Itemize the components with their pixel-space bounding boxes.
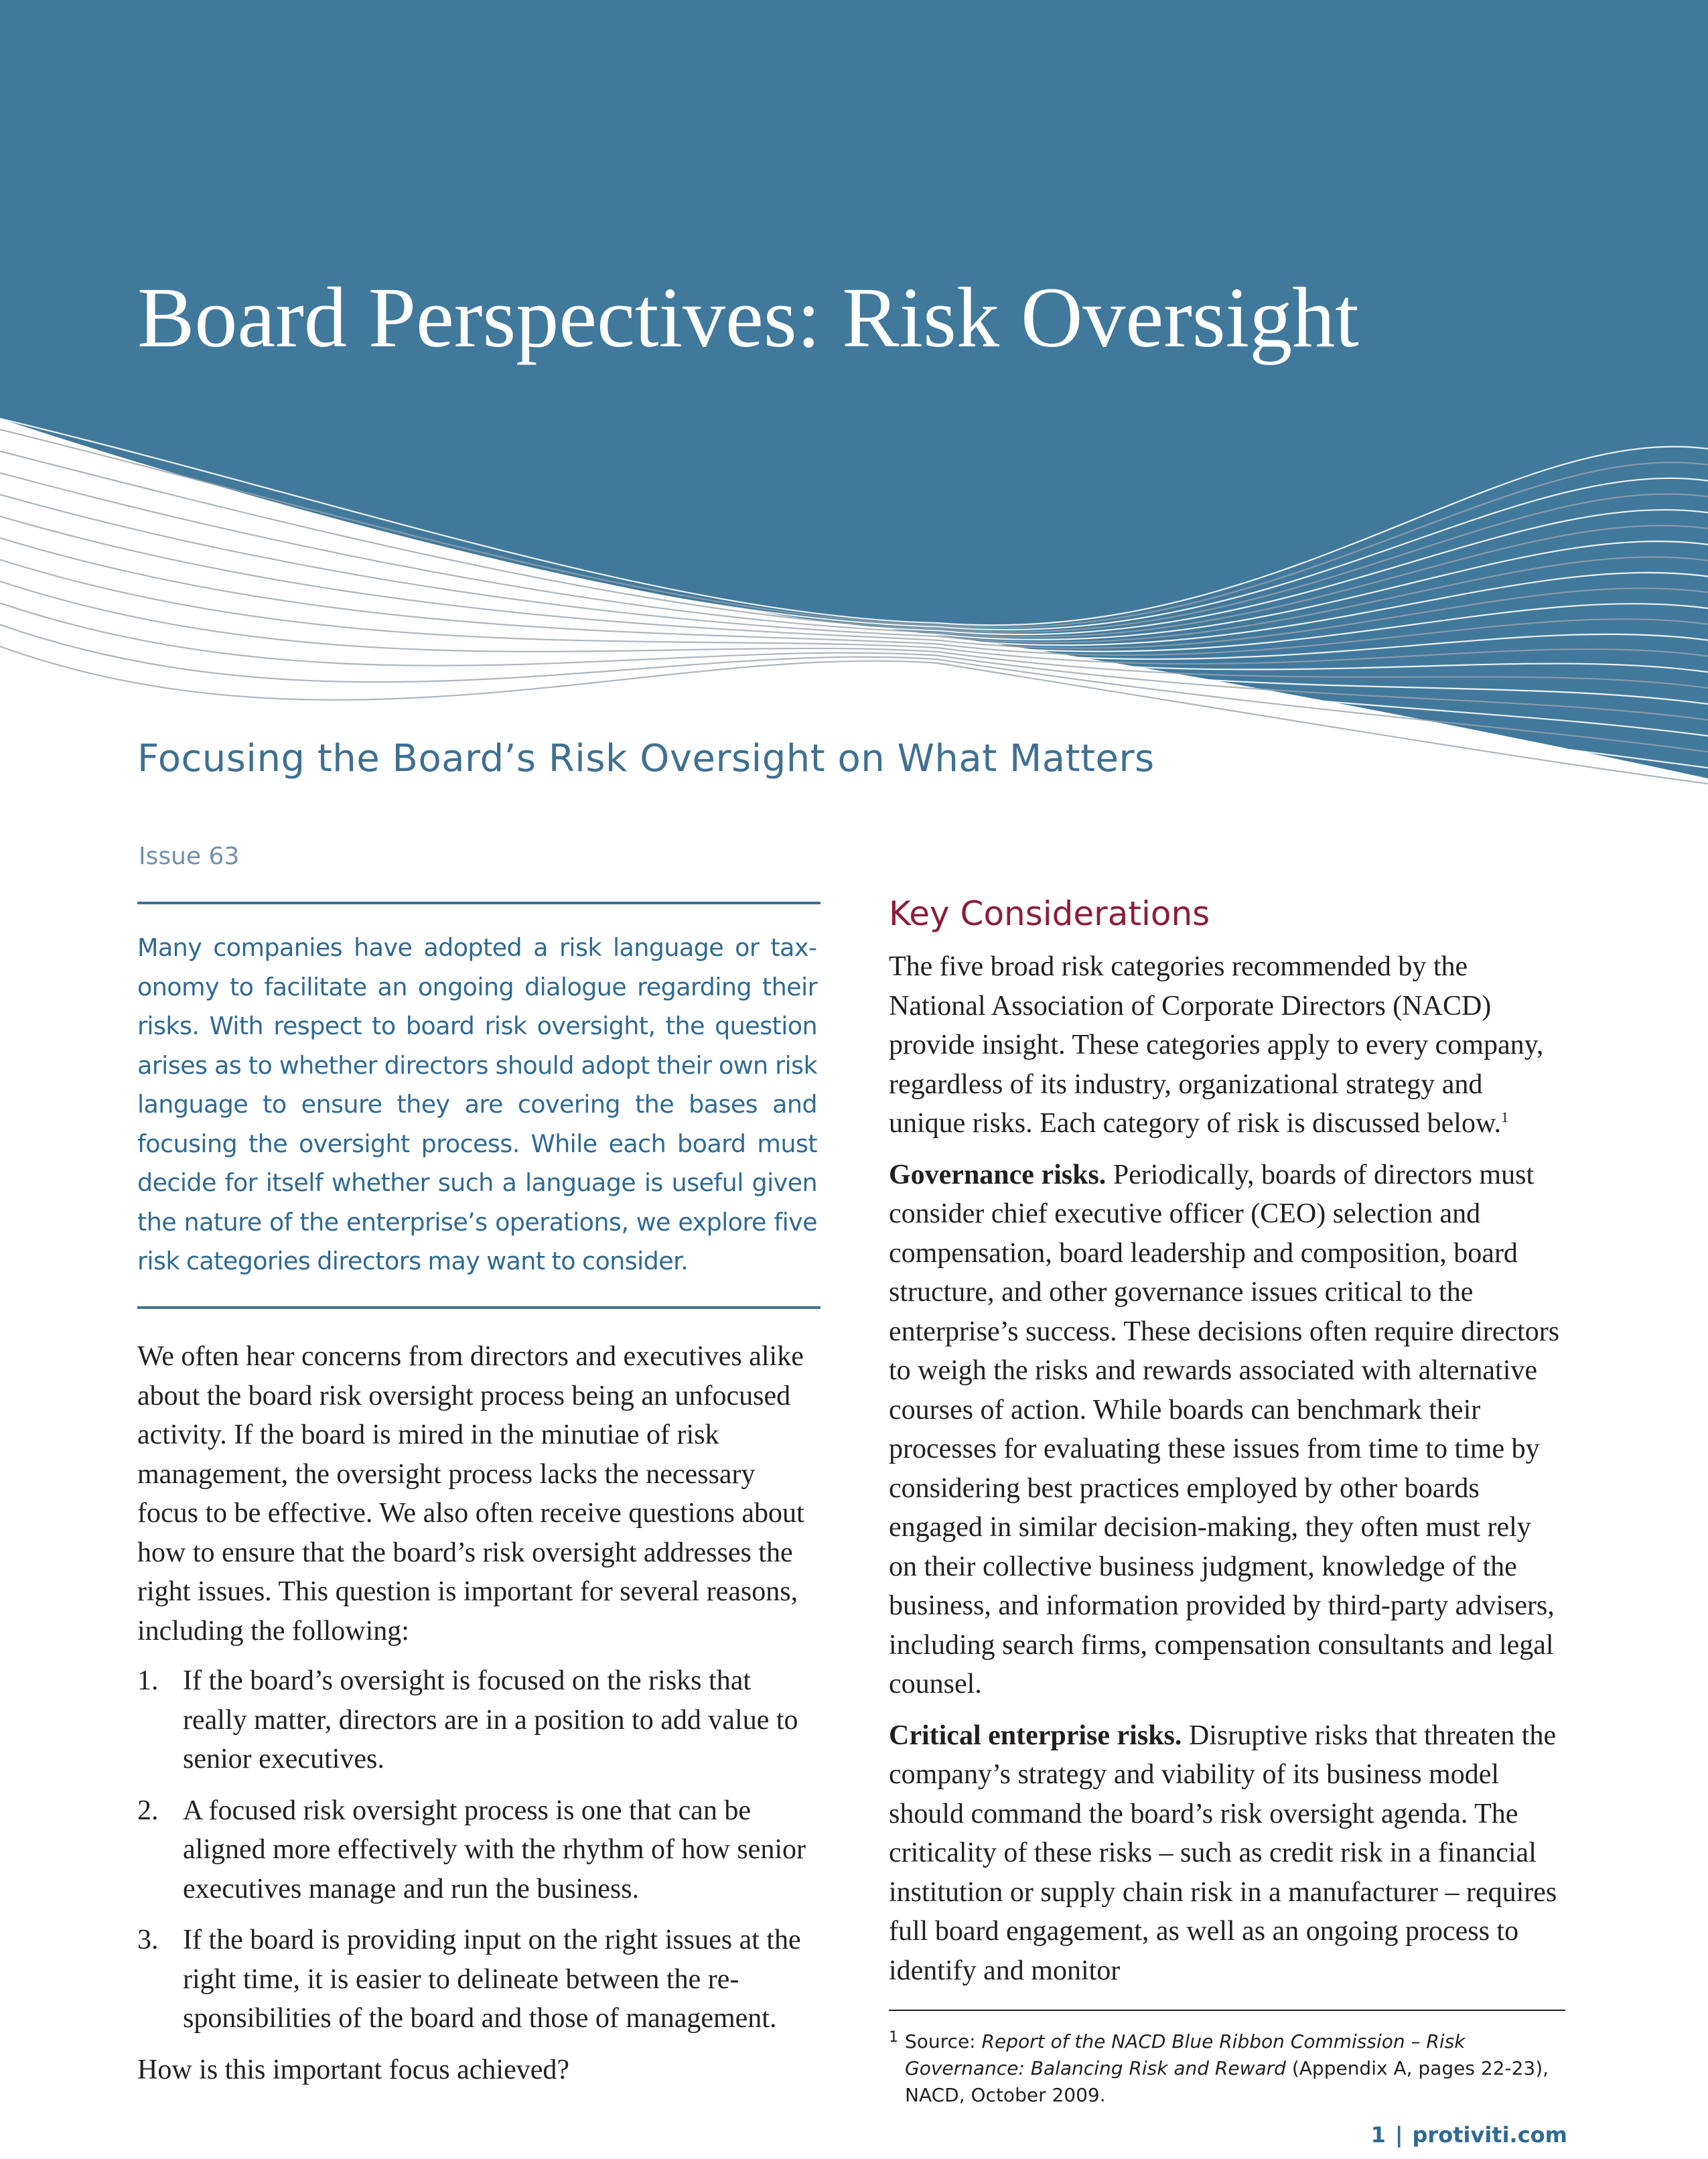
left-paragraph: We often hear concerns from directors and executives alike about the board risk oversight process being an unfocused activity. If the board is mired in the minutiae of risk management, the oversight process lacks the necessary focus to be effective. We also often receive questions about how to ensure that the board’s risk oversight addresses the right issues. This question is important for several reasons, including the following:: [137, 1341, 804, 1647]
footnote-ref: 1: [1501, 1109, 1509, 1125]
footnote: [889, 2028, 1565, 2109]
list-item-number: 3.: [137, 1925, 159, 1955]
reasons-list: [137, 1661, 821, 2038]
critical-risks-text: Disruptive risks that threaten the company’s strategy and viability of its business model should command the board’s risk oversight agenda. The criticality of these risks – such as credit risk in a financial institution or supply chain risk in a manufacturer – requires full board engagement, as well as an ongoing process to identify and monitor: [889, 1720, 1557, 1986]
footnote-report-title: Report of the NACD Blue Ribbon Commission – Risk Governance: Balancing Risk and Reward: [905, 2030, 1466, 2079]
footnote-mark: 1: [889, 2029, 898, 2046]
list-item-number: 2.: [137, 1795, 159, 1826]
list-item-text: A focused risk oversight process is one that can be aligned more effectively with the rhythm of how senior executives manage and run the business.: [183, 1795, 806, 1904]
right-column-body: [889, 947, 1565, 2002]
list-item-text: If the board’s oversight is focused on the risks that really matter, directors are in a position to add value to senior executives.: [183, 1665, 798, 1774]
list-item: [137, 1661, 821, 1779]
closing-question: How is this important focus achieved?: [137, 2054, 570, 2085]
document-title: Board Perspectives: Risk Oversight: [137, 270, 1359, 365]
intro-rule-top: [137, 902, 821, 904]
page-footer: [1371, 2122, 1567, 2148]
left-column-body: [137, 1337, 821, 2089]
header-banner: [0, 0, 1708, 790]
list-item: [137, 1791, 821, 1909]
list-item: [137, 1921, 821, 2038]
key-considerations-heading: Key Considerations: [889, 894, 1210, 933]
issue-number: Issue 63: [139, 843, 240, 870]
footer-separator: |: [1395, 2122, 1403, 2148]
governance-risks-label: Governance risks.: [889, 1159, 1107, 1190]
footnote-suffix: (Appendix A, pages 22-23), NACD, October 2009.: [905, 2057, 1549, 2106]
document-subtitle: Focusing the Board’s Risk Oversight on What Matters: [137, 737, 1155, 780]
governance-risks-text: Periodically, boards of directors must consider chief executive officer (CEO) selection and compensation, board leadership and composition, board structure, and other governance issues critical to the enterprise’s success. These decisions often require directors to weigh the risks and rewards associated with alternative courses of action. While boards can benchmark their processes for evaluating these issues from time to time by considering best practices employed by other boards engaged in similar decision-making, they often must rely on their collective business judgment, knowledge of the business, and information provided by third-party advisers, including search firms, compensation consultants and legal counsel.: [889, 1159, 1560, 1699]
key-considerations-intro: [889, 947, 1565, 1143]
page-number: 1: [1370, 2122, 1386, 2148]
footnote-prefix: Source:: [905, 2030, 982, 2052]
intro-rule-bottom: [137, 1306, 821, 1309]
website-link[interactable]: protiviti.com: [1412, 2122, 1567, 2148]
intro-text: The five broad risk categories recommended by the National Association of Corporate Directors (NACD) provide insight. These categories apply to every company, regardless of its industry, organizational strategy and unique risks. Each category of risk is discussed below.: [889, 951, 1544, 1139]
footnote-text: [889, 2028, 1565, 2109]
governance-risks-paragraph: [889, 1156, 1565, 1704]
list-item-number: 1.: [137, 1665, 159, 1696]
critical-risks-paragraph: [889, 1716, 1565, 1991]
footnote-rule: [889, 2010, 1565, 2011]
list-item-text: If the board is providing input on the right issues at the right time, it is easier to delineate between the responsibilities of the board and those of management.: [183, 1925, 801, 2034]
critical-risks-label: Critical enterprise risks.: [889, 1720, 1182, 1751]
intro-callout: Many companies have adopted a risk language or taxonomy to facilitate an ongoing dialogue regarding their risks. With respect to board risk oversight, the question arises as to whether directors should adopt their own risk language to ensure they are covering the bases and focusing the oversight process. While each board must decide for itself whether such a language is useful given the nature of the enterprise’s operations, we explore five risk categories directors may want to consider.: [137, 933, 817, 1275]
